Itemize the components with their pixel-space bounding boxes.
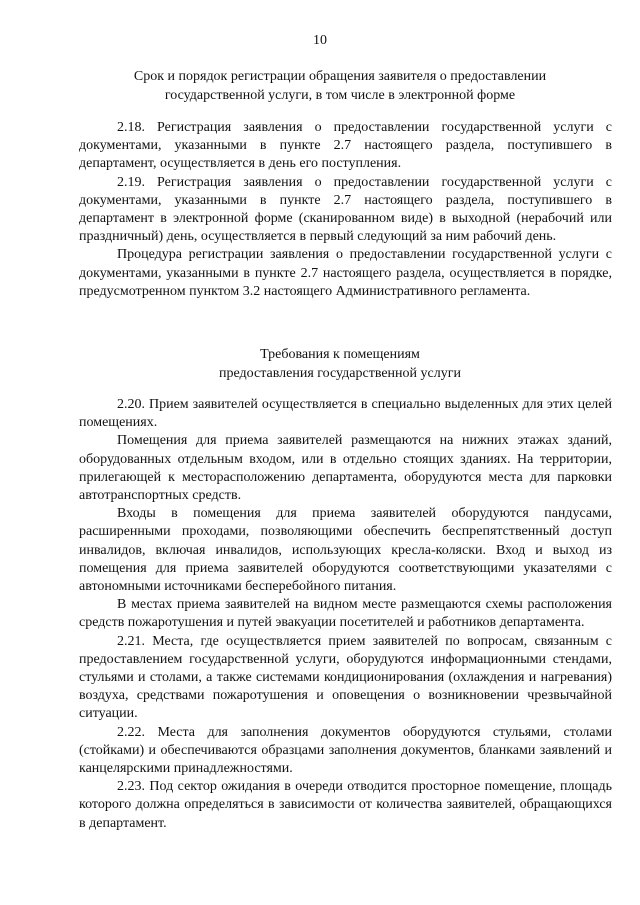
paragraph-2-23: 2.23. Под сектор ожидания в очереди отводится просторное помещение, площадь которого должна определяться в зависимости от количества заявителей, обращающихся в департамент.: [79, 779, 612, 831]
section-heading-registration: [60, 67, 620, 105]
paragraph-entrances: Входы в помещения для приема заявителей оборудуются пандусами, расширенными проходами, позволяющими обеспечить беспрепятственный доступ инвалидов, включая инвалидов, использующих кресла-коляски. Вход и выход из помещения для приема заявителей оборудуются соответствующими указателями с автономными источниками бесперебойного питания.: [79, 506, 612, 595]
section-body-registration: [79, 119, 612, 301]
paragraph-2-22: 2.22. Места для заполнения документов оборудуются стульями, столами (стойками) и обеспечиваются образцами заполнения документов, бланками заявлений и канцелярскими принадлежностями.: [79, 724, 612, 777]
paragraph-2-21: 2.21. Места, где осуществляется прием заявителей по вопросам, связанным с предоставлением государственной услуги, оборудуются информационными стендами, стульями и столами, а также системами кондиционирования (охлаждения и нагревания) воздуха, средствами пожаротушения и оповещения о возникновении чрезвычайной ситуации.: [79, 633, 612, 722]
paragraph-premises-location: Помещения для приема заявителей размещаются на нижних этажах зданий, оборудованных отдельным входом, или в отдельно стоящих зданиях. На территории, прилегающей к месторасположению департамента, оборудуются места для парковки автотранспортных средств.: [79, 433, 612, 504]
heading-line: государственной услуги, в том числе в электронной форме: [164, 88, 516, 103]
heading-line: Срок и порядок регистрации обращения заявителя о предоставлении: [133, 69, 547, 84]
section-body-premises: [79, 396, 612, 833]
paragraph-2-20: 2.20. Прием заявителей осуществляется в специально выделенных для этих целей помещениях.: [79, 397, 612, 431]
paragraph-evacuation-schemes: В местах приема заявителей на видном месте размещаются схемы расположения средств пожаротушения и путей эвакуации посетителей и работников департамента.: [79, 597, 612, 631]
page-number: 10: [313, 33, 327, 48]
paragraph-2-18: 2.18. Регистрация заявления о предоставлении государственной услуги с документами, указанными в пункте 2.7 настоящего раздела, поступившего в департамент, осуществляется в день его поступления.: [79, 120, 612, 172]
paragraph-2-19: 2.19. Регистрация заявления о предоставлении государственной услуги с документами, указанными в пункте 2.7 настоящего раздела, поступившего в департамент в электронной форме (сканированном виде) в выходной (нерабочий или праздничный) день, осуществляется в первый следующий за ним рабочий день.: [79, 174, 612, 245]
heading-line: предоставления государственной услуги: [219, 366, 461, 381]
paragraph-registration-procedure: Процедура регистрации заявления о предоставлении государственной услуги с документами, указанными в пункте 2.7 настоящего раздела, осуществляется в порядке, предусмотренном пунктом 3.2 настоящего Административного регламента.: [79, 247, 612, 299]
section-heading-premises: [60, 345, 620, 383]
heading-line: Требования к помещениям: [260, 347, 420, 362]
